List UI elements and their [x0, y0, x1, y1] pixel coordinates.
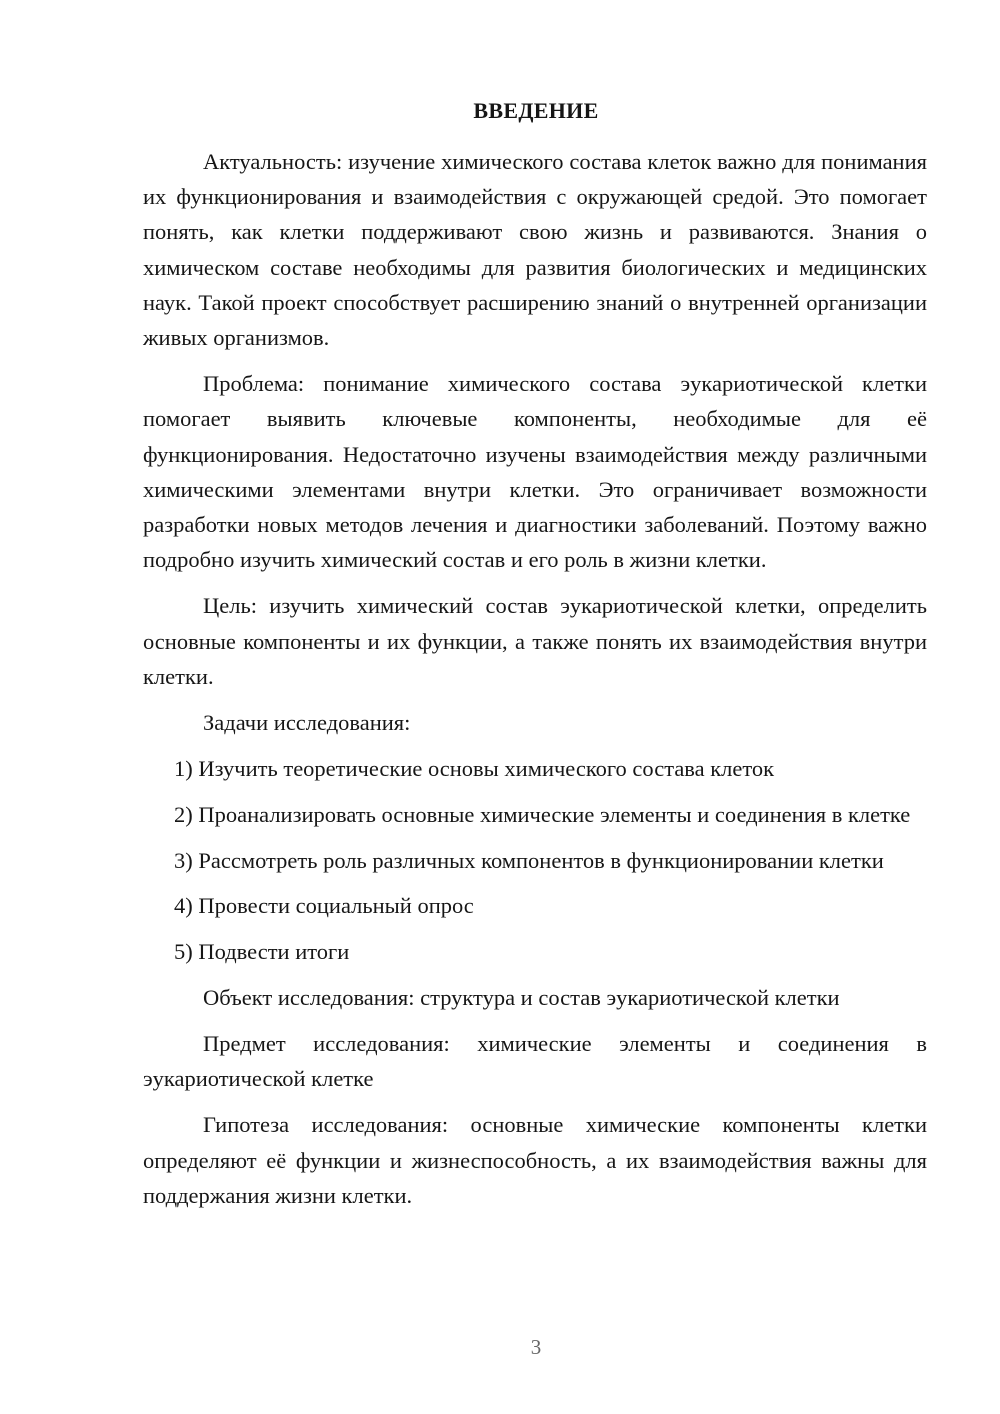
- task-item-3: 3) Рассмотреть роль различных компонентов в функционировании клетки: [174, 847, 884, 873]
- relevance-paragraph: Актуальность: изучение химического состава клеток важно для понимания их функционирования и взаимодействия с окружающей средой. Это помогает понять, как клетки поддерживают свою жизнь и развиваются. Знания о химическом составе необходимы для развития биологических и медицинских наук. Такой проект способствует расширению знаний о внутренней организации живых организмов.: [143, 149, 927, 351]
- task-item-2: 2) Проанализировать основные химические элементы и соединения в клетке: [174, 801, 911, 827]
- section-body: [143, 144, 927, 1224]
- task-item-1: 1) Изучить теоретические основы химического состава клеток: [174, 756, 775, 782]
- section-title: ВВЕДЕНИЕ: [473, 98, 599, 123]
- hypothesis-paragraph: Гипотеза исследования: основные химические компоненты клетки определяют её функции и жизнеспособность, а их взаимодействия важны для поддержания жизни клетки.: [143, 1112, 927, 1208]
- task-item-5: 5) Подвести итоги: [174, 939, 350, 965]
- goal-paragraph: Цель: изучить химический состав эукариотической клетки, определить основные компоненты и их функции, а также понять их взаимодействия внутри клетки.: [143, 593, 927, 689]
- problem-paragraph: Проблема: понимание химического состава эукариотической клетки помогает выявить ключевые компоненты, необходимые для её функционирования. Недостаточно изучены взаимодействия между различными химическими элементами внутри клетки. Это ограничивает возможности разработки новых методов лечения и диагностики заболеваний. Поэтому важно подробно изучить химический состав и его роль в жизни клетки.: [143, 371, 927, 573]
- research-subject-paragraph: Предмет исследования: химические элементы и соединения в эукариотической клетке: [143, 1030, 927, 1092]
- tasks-heading: Задачи исследования:: [203, 710, 411, 736]
- page-number: 3: [530, 1335, 542, 1359]
- task-item-4: 4) Провести социальный опрос: [174, 893, 474, 919]
- tasks-list: [143, 751, 927, 969]
- research-object-paragraph: Объект исследования: структура и состав эукариотической клетки: [203, 984, 840, 1010]
